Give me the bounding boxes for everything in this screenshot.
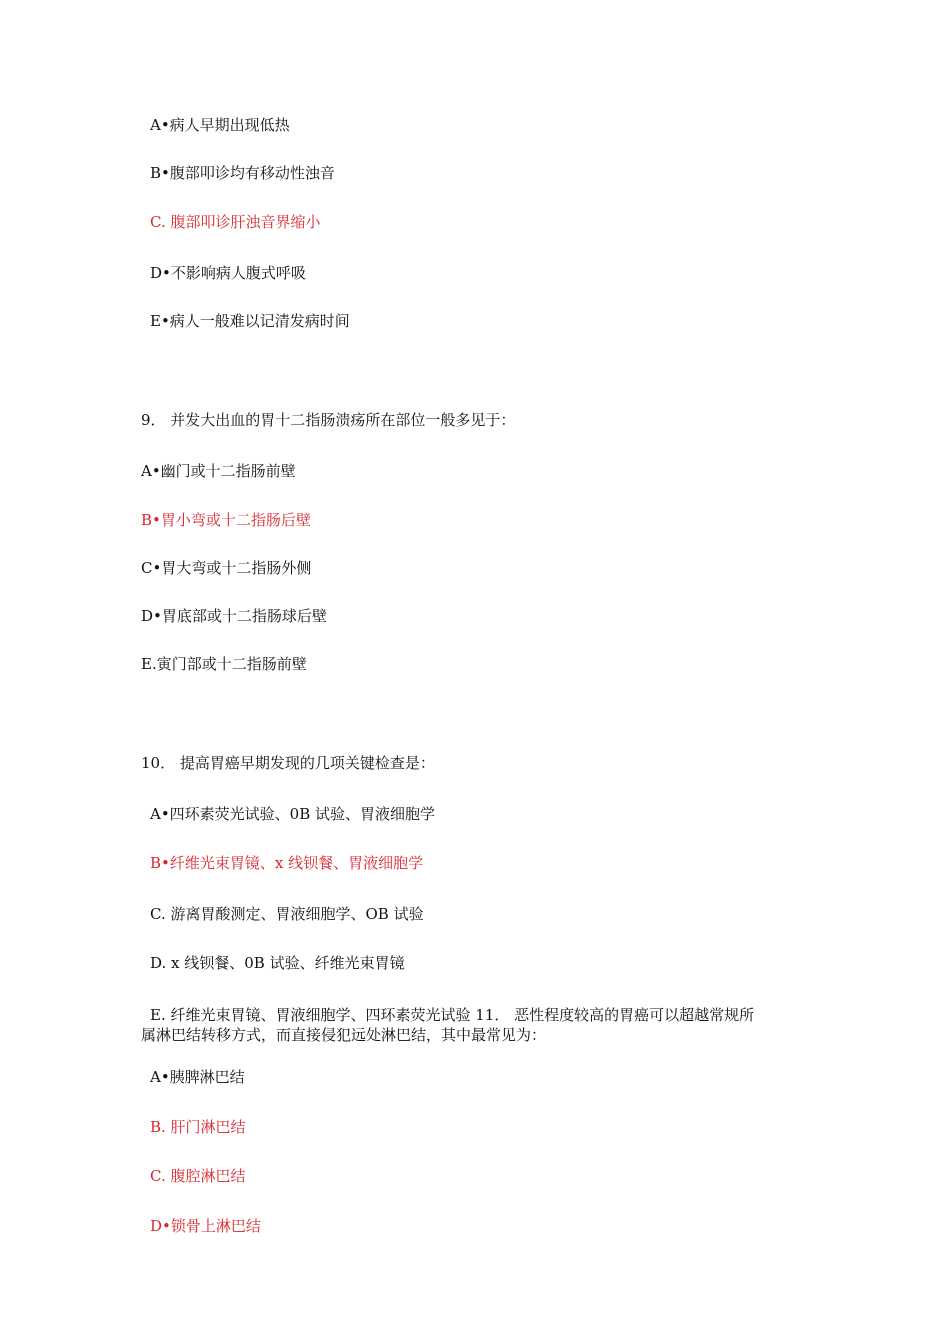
q8-option-c: C. 腹部叩诊肝浊音界缩小: [150, 213, 321, 231]
q10-question: 10． 提高胃癌早期发现的几项关键检查是：: [141, 754, 435, 772]
q9-option-d: D•胃底部或十二指肠球后壁: [141, 607, 327, 625]
q10-option-d: D. x 线钡餐、0B 试验、纤维光束胃镜: [150, 954, 405, 972]
q11-option-d: D•锁骨上淋巴结: [150, 1217, 261, 1235]
q8-option-a: A•病人早期出现低热: [150, 116, 290, 134]
q9-option-c: C•胃大弯或十二指肠外侧: [141, 559, 312, 577]
q9-option-b: B•胃小弯或十二指肠后壁: [141, 511, 311, 529]
q11-option-b: B. 肝门淋巴结: [150, 1118, 246, 1136]
q10-option-e-and-q11-question: E. 纤维光束胃镜、胃液细胞学、四环素荧光试验 11． 恶性程度较高的胃癌可以超越常规所: [150, 1006, 755, 1024]
q8-option-d: D•不影响病人腹式呼吸: [150, 264, 306, 282]
q9-option-a: A•幽门或十二指肠前壁: [141, 462, 296, 480]
q9-option-e: E.寅门部或十二指肠前壁: [141, 655, 307, 673]
q9-question: 9． 并发大出血的胃十二指肠溃疡所在部位一般多见于：: [141, 411, 516, 429]
q10-option-c: C. 游离胃酸测定、胃液细胞学、OB 试验: [150, 905, 424, 923]
q11-question-continuation: 属淋巴结转移方式，而直接侵犯远处淋巴结，其中最常见为：: [141, 1026, 547, 1044]
q8-option-b: B•腹部叩诊均有移动性浊音: [150, 164, 335, 182]
q10-option-b: B•纤维光束胃镜、x 线钡餐、胃液细胞学: [150, 854, 424, 872]
q11-option-c: C. 腹腔淋巴结: [150, 1167, 246, 1185]
q11-option-a: A•胰脾淋巴结: [150, 1068, 245, 1086]
q8-option-e: E•病人一般难以记清发病时间: [150, 312, 350, 330]
q10-option-a: A•四环素荧光试验、0B 试验、胃液细胞学: [150, 805, 436, 823]
